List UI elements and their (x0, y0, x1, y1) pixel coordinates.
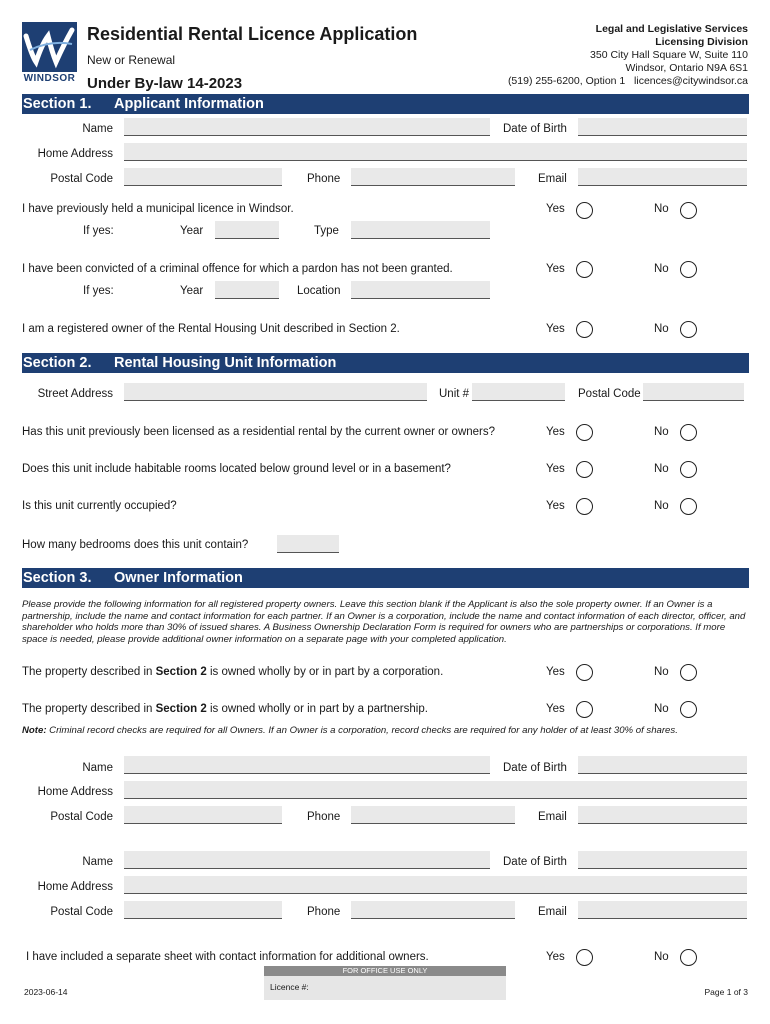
unit-label: Unit # (439, 388, 470, 400)
applicant-postal-input[interactable] (124, 168, 282, 186)
no-label: No (654, 703, 669, 715)
applicant-name-label: Name (82, 123, 113, 135)
owner1-dob-label: Date of Birth (503, 762, 567, 774)
if-yes-label: If yes: (83, 225, 114, 237)
city-logo (22, 22, 77, 88)
owner1-name-input[interactable] (124, 756, 490, 774)
owner2-email-input[interactable] (578, 901, 747, 919)
dept-address2: Windsor, Ontario N9A 6S1 (625, 62, 748, 74)
applicant-dob-input[interactable] (578, 118, 747, 136)
form-title: Residential Rental Licence Application (87, 24, 418, 44)
owner1-postal-label: Postal Code (50, 811, 113, 823)
applicant-home-address-label: Home Address (37, 148, 113, 160)
occupied-yes-radio[interactable] (576, 498, 593, 515)
question-previous-licence: I have previously held a municipal licence in Windsor. (22, 203, 294, 215)
owner2-dob-input[interactable] (578, 851, 747, 869)
dept-line1: Legal and Legislative Services (595, 23, 748, 35)
street-address-label: Street Address (37, 388, 113, 400)
section-1-number: Section 1. (23, 96, 92, 112)
offence-year-label: Year (180, 285, 204, 297)
licence-year-label: Year (180, 225, 204, 237)
applicant-dob-label: Date of Birth (503, 123, 567, 135)
owner2-dob-label: Date of Birth (503, 856, 567, 868)
owner1-home-address-input[interactable] (124, 781, 747, 799)
basement-no-radio[interactable] (680, 461, 697, 478)
owner1-dob-input[interactable] (578, 756, 747, 774)
question-registered-owner: I am a registered owner of the Rental Housing Unit described in Section 2. (22, 323, 400, 335)
department-block (508, 23, 748, 88)
no-label: No (654, 666, 669, 678)
section-2-number: Section 2. (23, 355, 92, 371)
owner-instructions: Please provide the following information for all registered property owners. Leave this section blank if the Applicant is also the sole property owner. If an Owner is a partnership, include the name and contact information for each partner. If an Owner is a corporation, include the name and contact information of each director, officer, and shareholder who holds more than 30% of issued shares. A Business Ownership Declaration Form is required for owners who are partnerships or corporations. If more space is needed, please provide additional owner information on a separate page with your completed application. (22, 599, 746, 645)
revision-date: 2023-06-14 (24, 987, 68, 997)
yes-label: Yes (546, 666, 565, 678)
additional-owners-yes-radio[interactable] (576, 949, 593, 966)
yes-label: Yes (546, 323, 565, 335)
owner1-home-address-label: Home Address (37, 786, 113, 798)
no-label: No (654, 263, 669, 275)
unit-postal-label: Postal Code (578, 388, 641, 400)
owner2-phone-input[interactable] (351, 901, 515, 919)
dept-phone: (519) 255-6200, Option 1 (507, 75, 626, 87)
note-text: Criminal record checks are required for all Owners. If an Owner is a corporation, record checks are required for any holder of at least 30% of shares. (46, 725, 678, 736)
q-corp-text-c: is owned wholly by or in part by a corporation. (206, 666, 444, 678)
logo-text: WINDSOR (23, 73, 76, 84)
page-number: Page 1 of 3 (704, 987, 748, 997)
previous-licence-yes-radio[interactable] (576, 202, 593, 219)
applicant-name-input[interactable] (124, 118, 490, 136)
q-corp-text-a: The property described in (22, 666, 156, 678)
owner2-home-address-label: Home Address (37, 881, 113, 893)
offence-year-input[interactable] (215, 281, 279, 299)
owner2-postal-input[interactable] (124, 901, 282, 919)
yes-label: Yes (546, 500, 565, 512)
occupied-no-radio[interactable] (680, 498, 697, 515)
criminal-yes-radio[interactable] (576, 261, 593, 278)
corporation-yes-radio[interactable] (576, 664, 593, 681)
applicant-phone-label: Phone (307, 173, 341, 185)
form-subtitle: New or Renewal (87, 53, 176, 67)
owner1-postal-input[interactable] (124, 806, 282, 824)
section-1-header (22, 94, 749, 114)
question-corporation (22, 666, 443, 678)
no-label: No (654, 203, 669, 215)
criminal-check-note (22, 725, 678, 736)
licence-type-input[interactable] (351, 221, 490, 239)
owner2-name-label: Name (82, 856, 113, 868)
basement-yes-radio[interactable] (576, 461, 593, 478)
unit-input[interactable] (472, 383, 565, 401)
question-criminal-offence: I have been convicted of a criminal offence for which a pardon has not been granted. (22, 263, 453, 275)
licence-year-input[interactable] (215, 221, 279, 239)
registered-owner-yes-radio[interactable] (576, 321, 593, 338)
no-label: No (654, 426, 669, 438)
yes-label: Yes (546, 703, 565, 715)
owner1-phone-label: Phone (307, 811, 341, 823)
partnership-no-radio[interactable] (680, 701, 697, 718)
bylaw-reference: Under By-law 14-2023 (87, 75, 243, 92)
street-address-input[interactable] (124, 383, 427, 401)
question-occupied: Is this unit currently occupied? (22, 500, 177, 512)
question-basement: Does this unit include habitable rooms located below ground level or in a basement? (22, 463, 451, 475)
note-label: Note: (22, 725, 47, 736)
q-part-text-a: The property described in (22, 703, 156, 715)
section-3-title: Owner Information (114, 570, 243, 586)
partnership-yes-radio[interactable] (576, 701, 593, 718)
applicant-phone-input[interactable] (351, 168, 515, 186)
unit-postal-input[interactable] (643, 383, 744, 401)
section-2-title: Rental Housing Unit Information (114, 355, 337, 371)
applicant-home-address-input[interactable] (124, 143, 747, 161)
previously-licensed-no-radio[interactable] (680, 424, 697, 441)
office-use-header: FOR OFFICE USE ONLY (264, 966, 506, 976)
dept-contact (508, 75, 748, 88)
q-part-text-c: is owned wholly or in part by a partnership. (206, 703, 428, 715)
no-label: No (654, 323, 669, 335)
registered-owner-no-radio[interactable] (680, 321, 697, 338)
owner1-email-input[interactable] (578, 806, 747, 824)
yes-label: Yes (546, 203, 565, 215)
question-bedrooms: How many bedrooms does this unit contain? (22, 539, 249, 551)
yes-label: Yes (546, 463, 565, 475)
section-1-title: Applicant Information (114, 96, 264, 112)
section-3-header (22, 568, 749, 588)
no-label: No (654, 500, 669, 512)
previous-licence-no-radio[interactable] (680, 202, 697, 219)
no-label: No (654, 951, 669, 963)
additional-owners-no-radio[interactable] (680, 949, 697, 966)
if-yes-label: If yes: (83, 285, 114, 297)
owner2-email-label: Email (538, 906, 567, 918)
dept-email: licences@citywindsor.ca (634, 75, 748, 87)
dept-line2: Licensing Division (655, 36, 748, 48)
dept-address1: 350 City Hall Square W, Suite 110 (590, 49, 748, 61)
owner2-phone-label: Phone (307, 906, 341, 918)
offence-location-input[interactable] (351, 281, 490, 299)
yes-label: Yes (546, 263, 565, 275)
office-use-box (264, 976, 506, 1000)
question-previously-licensed: Has this unit previously been licensed as a residential rental by the current owner or owners? (22, 426, 496, 438)
licence-number-label: Licence #: (270, 982, 309, 992)
owner1-phone-input[interactable] (351, 806, 515, 824)
bedrooms-input[interactable] (277, 535, 339, 553)
corporation-no-radio[interactable] (680, 664, 697, 681)
previously-licensed-yes-radio[interactable] (576, 424, 593, 441)
offence-location-label: Location (297, 285, 341, 297)
yes-label: Yes (546, 426, 565, 438)
q-corp-text-b: Section 2 (155, 666, 207, 678)
owner2-home-address-input[interactable] (124, 876, 747, 894)
section-3-number: Section 3. (23, 570, 92, 586)
owner1-name-label: Name (82, 762, 113, 774)
owner2-name-input[interactable] (124, 851, 490, 869)
applicant-email-label: Email (538, 173, 567, 185)
yes-label: Yes (546, 951, 565, 963)
question-additional-owners: I have included a separate sheet with contact information for additional owners. (26, 951, 429, 963)
section-2-header (22, 353, 749, 373)
q-part-text-b: Section 2 (155, 703, 207, 715)
criminal-no-radio[interactable] (680, 261, 697, 278)
licence-type-label: Type (314, 225, 339, 237)
owner2-postal-label: Postal Code (50, 906, 113, 918)
applicant-email-input[interactable] (578, 168, 747, 186)
applicant-postal-label: Postal Code (50, 173, 113, 185)
question-partnership (22, 703, 428, 715)
no-label: No (654, 463, 669, 475)
owner1-email-label: Email (538, 811, 567, 823)
